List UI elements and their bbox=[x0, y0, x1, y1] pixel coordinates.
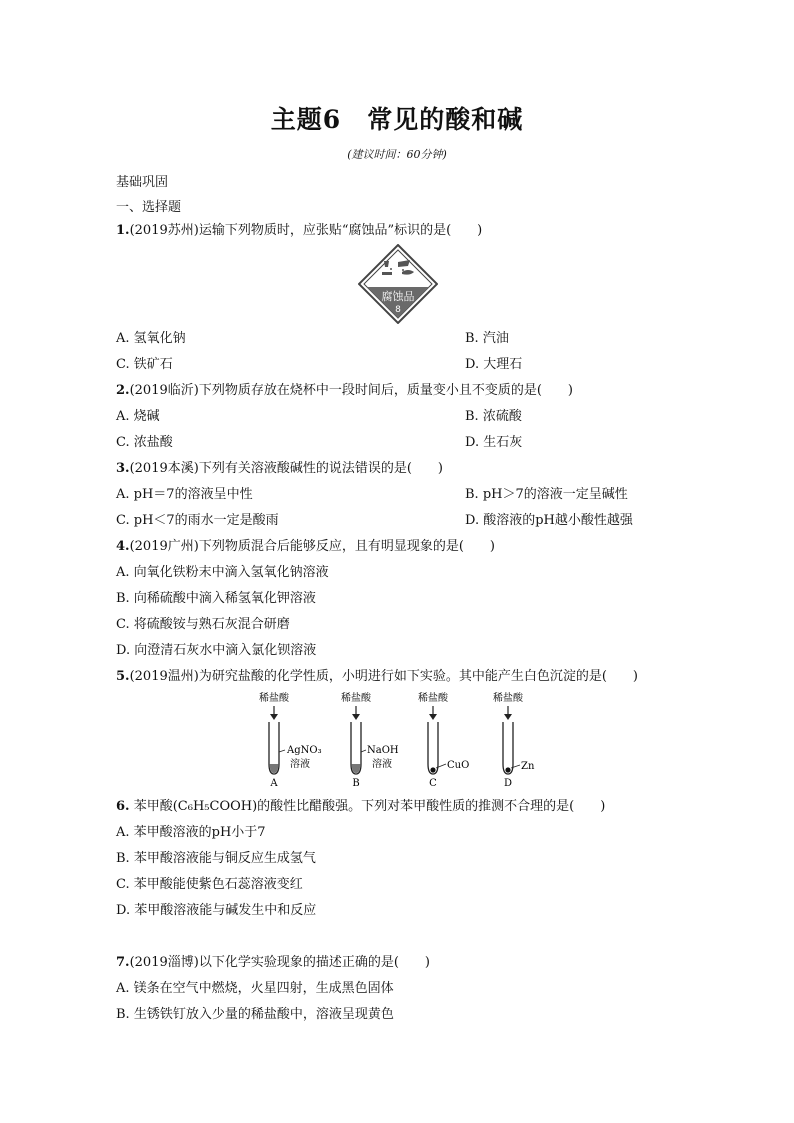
sign-label: 腐蚀品 bbox=[381, 290, 415, 303]
question-source: (2019本溪) bbox=[129, 461, 199, 476]
question-3 bbox=[116, 460, 443, 478]
question-source: (2019临沂) bbox=[129, 383, 199, 398]
reagent-label: 稀盐酸 bbox=[418, 693, 448, 704]
question-stem: 下列有关溶液酸碱性的说法错误的是( ) bbox=[198, 461, 443, 476]
reagent-label: 稀盐酸 bbox=[259, 693, 289, 704]
tube-letter: A bbox=[270, 778, 278, 789]
question-stem: 下列物质存放在烧杯中一段时间后，质量变小且不变质的是( ) bbox=[198, 383, 573, 398]
reagent-label: 稀盐酸 bbox=[341, 693, 371, 704]
test-tube-c bbox=[418, 691, 469, 789]
test-tube-diagram bbox=[250, 690, 550, 790]
question-number: 6. bbox=[116, 799, 130, 814]
question-7 bbox=[116, 954, 430, 972]
reagent-label: 溶液 bbox=[372, 759, 392, 770]
option: D. 苯甲酸溶液能与碱发生中和反应 bbox=[116, 903, 317, 918]
question-stem: 以下化学实验现象的描述正确的是( ) bbox=[198, 955, 430, 970]
question-4 bbox=[116, 538, 495, 556]
question-2 bbox=[116, 382, 573, 400]
option: A. 苯甲酸溶液的pH小于7 bbox=[116, 825, 266, 840]
option: D. 大理石 bbox=[465, 357, 523, 372]
question-number: 7. bbox=[116, 955, 130, 970]
option: A. pH＝7的溶液呈中性 bbox=[116, 487, 253, 502]
option: B. 苯甲酸溶液能与铜反应生成氢气 bbox=[116, 851, 316, 866]
question-stem: 为研究盐酸的化学性质，小明进行如下实验。其中能产生白色沉淀的是( ) bbox=[198, 669, 638, 684]
option: A. 镁条在空气中燃烧，火星四射，生成黑色固体 bbox=[116, 981, 394, 996]
question-number: 1. bbox=[116, 223, 130, 238]
option: B. 浓硫酸 bbox=[465, 409, 522, 424]
question-stem: 运输下列物质时，应张贴“腐蚀品”标识的是( ) bbox=[198, 223, 483, 238]
sign-class-number: 8 bbox=[395, 305, 401, 315]
question-6 bbox=[116, 798, 605, 816]
reagent-label: AgNO₃ bbox=[287, 745, 322, 756]
option: B. pH＞7的溶液一定呈碱性 bbox=[465, 487, 628, 502]
question-source: (2019广州) bbox=[129, 539, 199, 554]
option: C. 浓盐酸 bbox=[116, 435, 173, 450]
test-tube-a bbox=[259, 691, 322, 789]
option: C. 铁矿石 bbox=[116, 357, 173, 372]
option: A. 烧碱 bbox=[116, 409, 160, 424]
question-stem: 苯甲酸(C₆H₅COOH)的酸性比醋酸强。下列对苯甲酸性质的推测不合理的是( ) bbox=[133, 799, 606, 814]
question-number: 3. bbox=[116, 461, 130, 476]
section-heading: 基础巩固 bbox=[116, 175, 169, 190]
tube-letter: D bbox=[503, 778, 513, 789]
question-number: 5. bbox=[116, 669, 130, 684]
question-source: (2019淄博) bbox=[129, 955, 199, 970]
reagent-label: Zn bbox=[521, 761, 535, 772]
question-source: (2019温州) bbox=[129, 669, 199, 684]
corrosive-sign-icon bbox=[358, 244, 438, 324]
reagent-label: 稀盐酸 bbox=[493, 693, 523, 704]
option: B. 生锈铁钉放入少量的稀盐酸中，溶液呈现黄色 bbox=[116, 1007, 394, 1022]
question-number: 2. bbox=[116, 383, 130, 398]
reagent-label: CuO bbox=[447, 760, 470, 771]
subsection-heading: 一、选择题 bbox=[116, 200, 182, 215]
option: D. 向澄清石灰水中滴入氯化钡溶液 bbox=[116, 643, 317, 658]
suggested-time: (建议时间：60分钟) bbox=[347, 148, 447, 161]
option: A. 向氧化铁粉末中滴入氢氧化钠溶液 bbox=[116, 565, 329, 580]
option: C. 将硫酸铵与熟石灰混合研磨 bbox=[116, 617, 290, 632]
test-tube-b bbox=[341, 691, 399, 789]
option: B. 汽油 bbox=[465, 331, 509, 346]
reagent-label: 溶液 bbox=[290, 759, 310, 770]
tube-letter: C bbox=[429, 778, 437, 789]
question-number: 4. bbox=[116, 539, 130, 554]
option: D. 生石灰 bbox=[465, 435, 523, 450]
option: D. 酸溶液的pH越小酸性越强 bbox=[465, 513, 633, 528]
test-tube-d bbox=[493, 691, 535, 789]
reagent-label: NaOH bbox=[367, 745, 399, 756]
question-stem: 下列物质混合后能够反应，且有明显现象的是( ) bbox=[198, 539, 495, 554]
question-source: (2019苏州) bbox=[129, 223, 199, 238]
option: A. 氢氧化钠 bbox=[116, 331, 186, 346]
option: C. pH＜7的雨水一定是酸雨 bbox=[116, 513, 279, 528]
option: B. 向稀硫酸中滴入稀氢氧化钾溶液 bbox=[116, 591, 316, 606]
page-title: 主题6 常见的酸和碱 bbox=[270, 105, 524, 134]
question-5 bbox=[116, 668, 638, 686]
option: C. 苯甲酸能使紫色石蕊溶液变红 bbox=[116, 877, 303, 892]
tube-letter: B bbox=[352, 778, 360, 789]
question-1 bbox=[116, 222, 482, 240]
